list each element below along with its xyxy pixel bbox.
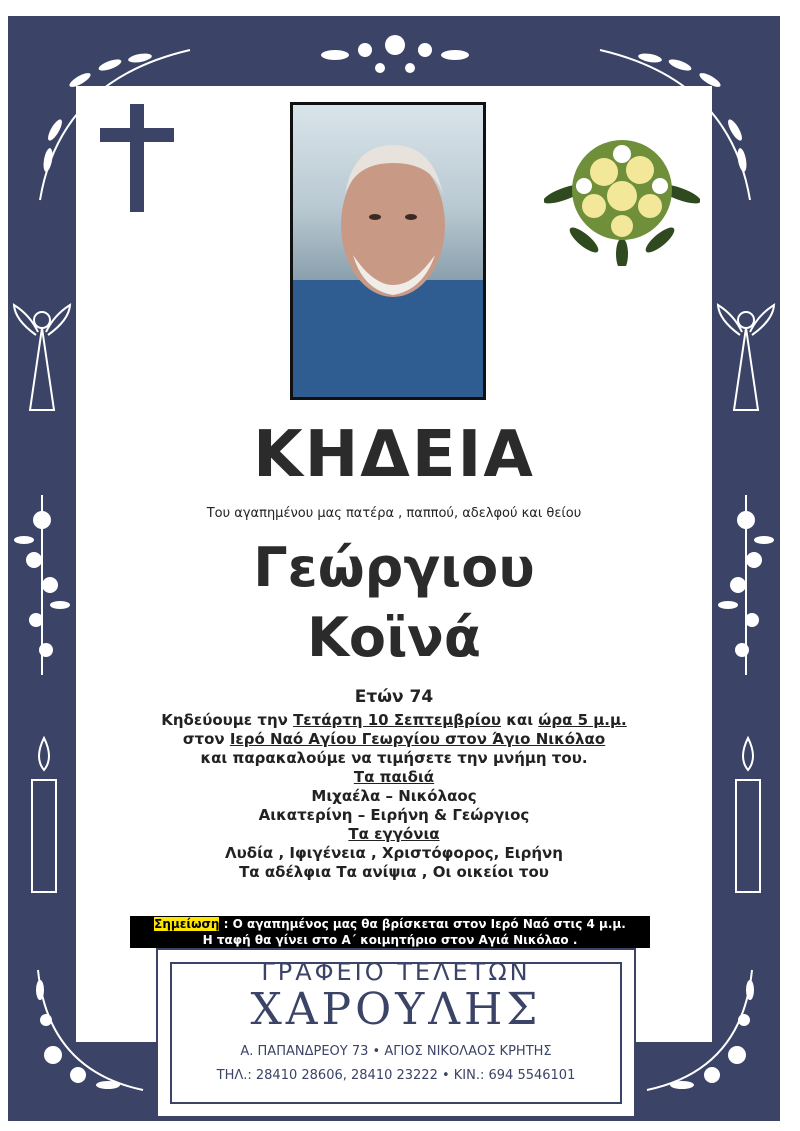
ceremony-text: στον bbox=[182, 730, 230, 748]
ceremony-line-2 bbox=[76, 730, 712, 749]
note-label: Σημείωση bbox=[154, 917, 220, 931]
agency-name: ΧΑΡΟΥΛΗΣ bbox=[250, 984, 542, 1035]
note-line-2: Η ταφή θα γίνει στο Α΄ κοιμητήριο στον Αγιά Νικόλαο . bbox=[202, 933, 578, 947]
floral-ornament-icon bbox=[305, 20, 485, 80]
ceremony-place: Ιερό Ναό Αγίου Γεωργίου στον Άγιο Νικόλαο bbox=[229, 730, 606, 748]
cross-icon bbox=[100, 104, 174, 212]
ceremony-line-3: και παρακαλούμε να τιμήσετε την μνήμη του. bbox=[200, 749, 588, 767]
grandchildren-names: Λυδία , Ιφιγένεια , Χριστόφορος, Ειρήνη bbox=[225, 844, 563, 862]
grandchildren-label: Τα εγγόνια bbox=[348, 825, 440, 843]
ceremony-line-1 bbox=[76, 711, 712, 730]
agency-address: Α. ΠΑΠΑΝΔΡΕΟΥ 73 • ΑΓΙΟΣ ΝΙΚΟΛΑΟΣ ΚΡΗΤΗΣ bbox=[240, 1044, 552, 1059]
ceremony-day: Τετάρτη 10 Σεπτεμβρίου bbox=[293, 711, 502, 729]
flower-bouquet-icon bbox=[544, 114, 700, 266]
subtitle: Του αγαπημένου μας πατέρα , παππού, αδελφού και θείου bbox=[206, 506, 582, 521]
funeral-agency-box bbox=[156, 948, 636, 1118]
note-text: : Ο αγαπημένος μας θα βρίσκεται στον Ιερό Ναό στις 4 μ.μ. bbox=[219, 917, 626, 931]
agency-heading: ΓΡΑΦΕΙΟ ΤΕΛΕΤΩΝ bbox=[261, 958, 531, 986]
agency-phones: ΤΗΛ.: 28410 28606, 28410 23222 • ΚΙΝ.: 694 5546101 bbox=[216, 1068, 576, 1083]
angel-icon bbox=[10, 300, 74, 430]
children-names-1: Μιχαέλα – Νικόλαος bbox=[311, 787, 477, 805]
angel-icon bbox=[714, 300, 778, 430]
children-label: Τα παιδιά bbox=[353, 768, 435, 786]
ceremony-time: ώρα 5 μ.μ. bbox=[538, 711, 627, 729]
ceremony-text: και bbox=[501, 711, 539, 729]
age-line: Ετών 74 bbox=[354, 687, 434, 707]
floral-ornament-icon bbox=[716, 490, 776, 680]
children-names-2: Αικατερίνη – Ειρήνη & Γεώργιος bbox=[258, 806, 530, 824]
announcement-body bbox=[76, 688, 712, 882]
page-title: ΚΗΔΕΙΑ bbox=[253, 418, 535, 492]
note-line-1 bbox=[130, 916, 650, 932]
ceremony-text: Κηδεύουμε την bbox=[161, 711, 294, 729]
candle-icon bbox=[726, 730, 770, 900]
deceased-first-name: Γεώργιου bbox=[253, 536, 535, 599]
other-relatives: Τα αδέλφια Τα ανίψια , Οι οικείοι του bbox=[239, 863, 549, 881]
note-box bbox=[130, 916, 650, 948]
portrait-photo bbox=[290, 102, 486, 400]
deceased-last-name: Κοϊνά bbox=[307, 606, 481, 669]
candle-icon bbox=[22, 730, 66, 900]
floral-ornament-icon bbox=[12, 490, 72, 680]
